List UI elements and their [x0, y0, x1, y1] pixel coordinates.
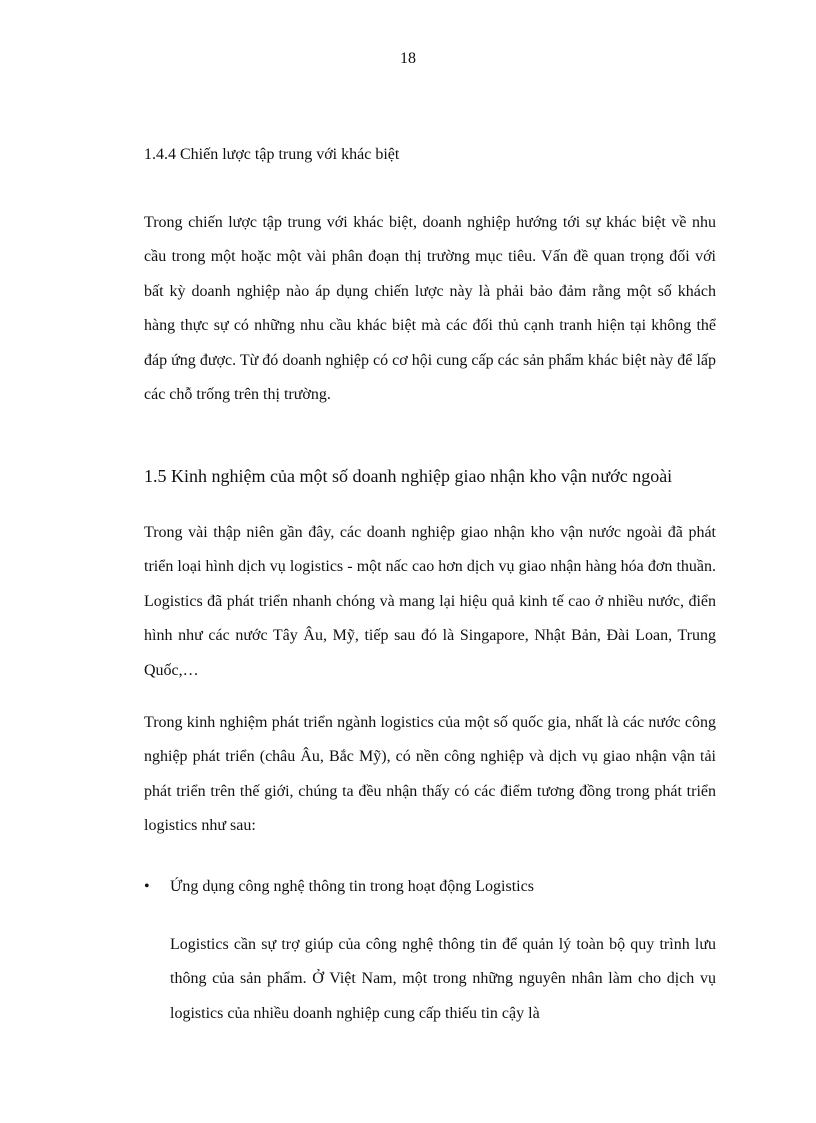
- paragraph-logistics-experience: Trong kinh nghiệm phát triển ngành logistics của một số quốc gia, nhất là các nước công nghiệp phát triển (châu Âu, Bắc Mỹ), có nền công nghiệp và dịch vụ giao nhận vận tải phát triển trên thế giới, chúng ta đều nhận thấy có các điểm tương đồng trong phát triển logistics như sau:: [144, 714, 716, 835]
- bullet-item-it-application: [144, 878, 716, 896]
- section-heading-1-4-4: 1.4.4 Chiến lược tập trung với khác biệt: [144, 146, 400, 163]
- paragraph-it-support: Logistics cần sự trợ giúp của công nghệ thông tin để quản lý toàn bộ quy trình lưu thông của sản phẩm. Ở Việt Nam, một trong những nguyên nhân làm cho dịch vụ logistics của nhiều doanh nghiệp cung cấp thiếu tin cậy là: [170, 936, 716, 1022]
- section-heading-1-5: 1.5 Kinh nghiệm của một số doanh nghiệp giao nhận kho vận nước ngoài: [144, 466, 673, 486]
- bullet-icon: •: [144, 878, 150, 895]
- bullet-item-label: Ứng dụng công nghệ thông tin trong hoạt động Logistics: [170, 878, 534, 895]
- page-number: 18: [400, 50, 416, 67]
- paragraph-focus-differentiation: Trong chiến lược tập trung với khác biệt, doanh nghiệp hướng tới sự khác biệt về nhu cầu trong một hoặc một vài phân đoạn thị trường mục tiêu. Vấn đề quan trọng đối với bất kỳ doanh nghiệp nào áp dụng chiến lược này là phải bảo đảm rằng một số khách hàng thực sự có những nhu cầu khác biệt mà các đối thủ cạnh tranh hiện tại không thể đáp ứng được. Từ đó doanh nghiệp có cơ hội cung cấp các sản phẩm khác biệt này để lấp các chỗ trống trên thị trường.: [144, 214, 716, 404]
- paragraph-foreign-logistics-intro: Trong vài thập niên gần đây, các doanh nghiệp giao nhận kho vận nước ngoài đã phát triển loại hình dịch vụ logistics - một nấc cao hơn dịch vụ giao nhận hàng hóa đơn thuần. Logistics đã phát triển nhanh chóng và mang lại hiệu quả kinh tế cao ở nhiều nước, điển hình như các nước Tây Âu, Mỹ, tiếp sau đó là Singapore, Nhật Bản, Đài Loan, Trung Quốc,…: [144, 524, 716, 679]
